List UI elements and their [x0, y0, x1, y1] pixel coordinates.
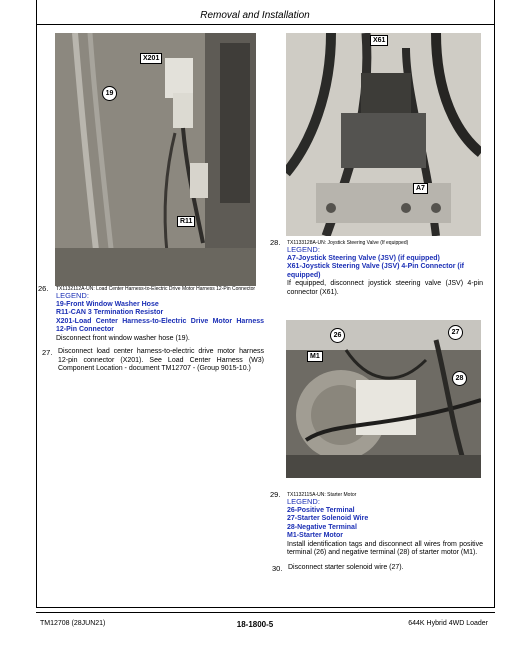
- step-29-number: 29.: [270, 490, 281, 499]
- callout-m1: M1: [307, 351, 323, 362]
- footer-model: 644K Hybrid 4WD Loader: [408, 620, 488, 627]
- legend-title: LEGEND:: [56, 291, 89, 300]
- legend-title: LEGEND:: [287, 245, 320, 254]
- footer-page-number: 18-1800-5: [236, 620, 274, 629]
- step-30-number: 30.: [272, 564, 283, 573]
- legend-left: [56, 292, 264, 343]
- legend-right-bottom: [287, 498, 483, 558]
- legend-item: R11-CAN 3 Termination Resistor: [56, 309, 164, 316]
- page-header-title: Removal and Installation: [200, 10, 310, 21]
- legend-item: A7-Joystick Steering Valve (JSV) (if equipped): [287, 254, 440, 262]
- photo-harness-illustration: [55, 33, 256, 286]
- footer-doc-id: TM12708 (28JUN21): [40, 620, 106, 627]
- photo-joystick-steering-valve: [286, 33, 481, 236]
- callout-19: 19: [102, 86, 117, 101]
- figure-caption-right-top: TX1133128A-UN: Joystick Steering Valve (If equipped): [287, 240, 409, 246]
- footer-divider: [36, 612, 495, 613]
- step-27-number: 27.: [42, 348, 53, 357]
- photo-starter-motor: [286, 320, 481, 478]
- step-30-text: Disconnect starter solenoid wire (27).: [288, 564, 404, 571]
- legend-item: X201-Load Center Harness-to-Electric Drive Motor Harness 12-Pin Connector: [56, 317, 264, 333]
- callout-x201: X201: [140, 53, 162, 64]
- step-instruction: If equipped, disconnect joystick steering valve (JSV) 4-pin connector (X61).: [287, 280, 483, 296]
- figure-caption-right-bottom: TX1132115A-UN: Starter Motor: [287, 492, 357, 498]
- callout-x61: X61: [370, 35, 388, 46]
- step-26-number: 26.: [38, 284, 49, 293]
- step-instruction: Install identification tags and disconnect all wires from positive terminal (26) and negative terminal (28) of starter motor (M1).: [287, 540, 483, 556]
- legend-item: 26-Positive Terminal: [287, 506, 355, 514]
- legend-title: LEGEND:: [287, 497, 320, 506]
- legend-item: 28-Negative Terminal: [287, 523, 357, 531]
- photo-starter-illustration: [286, 320, 481, 478]
- callout-a7: A7: [413, 183, 428, 194]
- photo-load-center-harness: [55, 33, 256, 286]
- legend-item: X61-Joystick Steering Valve (JSV) 4-Pin Connector (if equipped): [287, 263, 464, 279]
- step-28-number: 28.: [270, 238, 281, 247]
- photo-valve-illustration: [286, 33, 481, 236]
- callout-28: 28: [452, 371, 467, 386]
- legend-item: M1-Starter Motor: [287, 532, 344, 539]
- callout-26: 26: [330, 328, 345, 343]
- legend-item: 27-Starter Solenoid Wire: [287, 515, 369, 522]
- step-27-text: Disconnect load center harness-to-electric drive motor harness 12-pin connector (X201). See Load Center Harness (W3) Component Location - document TM12707 - (Group 9015-10.): [58, 348, 264, 372]
- legend-right-top: [287, 246, 483, 297]
- callout-r11: R11: [177, 216, 195, 227]
- figure-caption-left: TX1132112A-UN: Load Center Harness-to-Electric Drive Motor Harness 12-Pin Connector: [56, 286, 256, 292]
- callout-27: 27: [448, 325, 463, 340]
- legend-item: 19-Front Window Washer Hose: [56, 300, 159, 308]
- step-instruction: Disconnect front window washer hose (19).: [56, 334, 190, 342]
